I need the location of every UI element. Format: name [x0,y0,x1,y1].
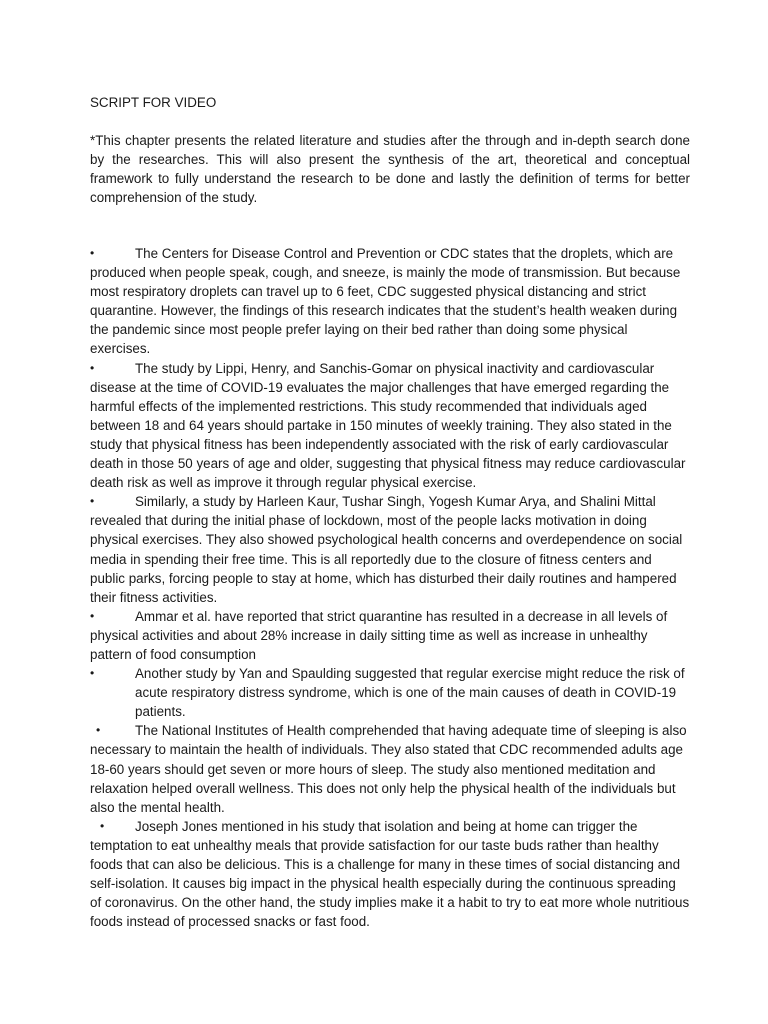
bullet-text: The Centers for Disease Control and Prevention or CDC states that the droplets, which are produced when people speak, cough, and sneeze, is mainly the mode of transmission. But because most respiratory droplets can travel up to 6 feet, CDC suggested physical distancing and strict quarantine. However, the findings of this research indicates that the student’s health weaken during the pandemic since most people prefer laying on their bed rather than doing some physical exercises. [90,246,681,357]
bullet-icon: • [100,818,105,833]
bullet-text: Another study by Yan and Spaulding suggested that regular exercise might reduce the risk of acute respiratory distress syndrome, which is one of the main causes of death in COVID-19 patients. [135,666,685,720]
bullet-icon: • [96,723,101,738]
bullet-text: The National Institutes of Health comprehended that having adequate time of sleeping is also necessary to maintain the health of individuals. They also stated that CDC recommended adults age 18-60 years should get seven or more hours of sleep. The study also mentioned meditation and relaxation helped overall wellness. This does not only help the physical health of the individuals but also the mental health. [90,723,687,815]
bullet-icon: • [90,608,95,623]
bullet-text: Similarly, a study by Harleen Kaur, Tushar Singh, Yogesh Kumar Arya, and Shalini Mittal revealed that during the initial phase of lockdown, most of the people lacks motivation in doing physical exercises. They also showed psychological health concerns and overdependence on social media in spending their free time. This is all reportedly due to the closure of fitness centers and public parks, forcing people to stay at home, which has disturbed their daily routines and hampered their fitness activities. [90,494,683,605]
list-item [90,721,690,816]
intro-paragraph: *This chapter presents the related literature and studies after the through and in-depth search done by the researches. This will also present the synthesis of the art, theoretical and conceptual framework to fully understand the research to be done and lastly the definition of terms for better comprehension of the study. [90,133,690,206]
bullet-icon: • [90,666,95,681]
bullet-list [90,244,690,931]
list-item [90,492,690,607]
list-item [90,607,690,664]
list-item [90,664,690,721]
list-item [90,817,690,932]
bullet-icon: • [90,360,95,375]
document-title: SCRIPT FOR VIDEO [90,95,217,110]
bullet-icon: • [90,494,95,509]
bullet-text: Ammar et al. have reported that strict quarantine has resulted in a decrease in all levels of physical activities and about 28% increase in daily sitting time as well as increase in unhealthy pattern of food consumption [90,608,668,662]
list-item [90,244,690,359]
bullet-text: Joseph Jones mentioned in his study that isolation and being at home can trigger the temptation to eat unhealthy meals that provide satisfaction for our taste buds rather than healthy foods that can also be delicious. This is a challenge for many in these times of social distancing and self-isolation. It causes big impact in the physical health especially during the continuous spreading of coronavirus. On the other hand, the study implies make it a habit to try to eat more whole nutritious foods instead of processed snacks or fast food. [90,818,690,930]
bullet-text: The study by Lippi, Henry, and Sanchis-Gomar on physical inactivity and cardiovascular disease at the time of COVID-19 evaluates the major challenges that have emerged regarding the harmful effects of the implemented restrictions. This study recommended that individuals aged between 18 and 64 years should partake in 150 minutes of weekly training. They also stated in the study that physical fitness has been independently associated with the risk of early cardiovascular death in those 50 years of age and older, suggesting that physical fitness may reduce cardiovascular death risk as well as improve it through regular physical exercise. [90,360,686,491]
bullet-icon: • [90,246,95,260]
list-item [90,359,690,493]
